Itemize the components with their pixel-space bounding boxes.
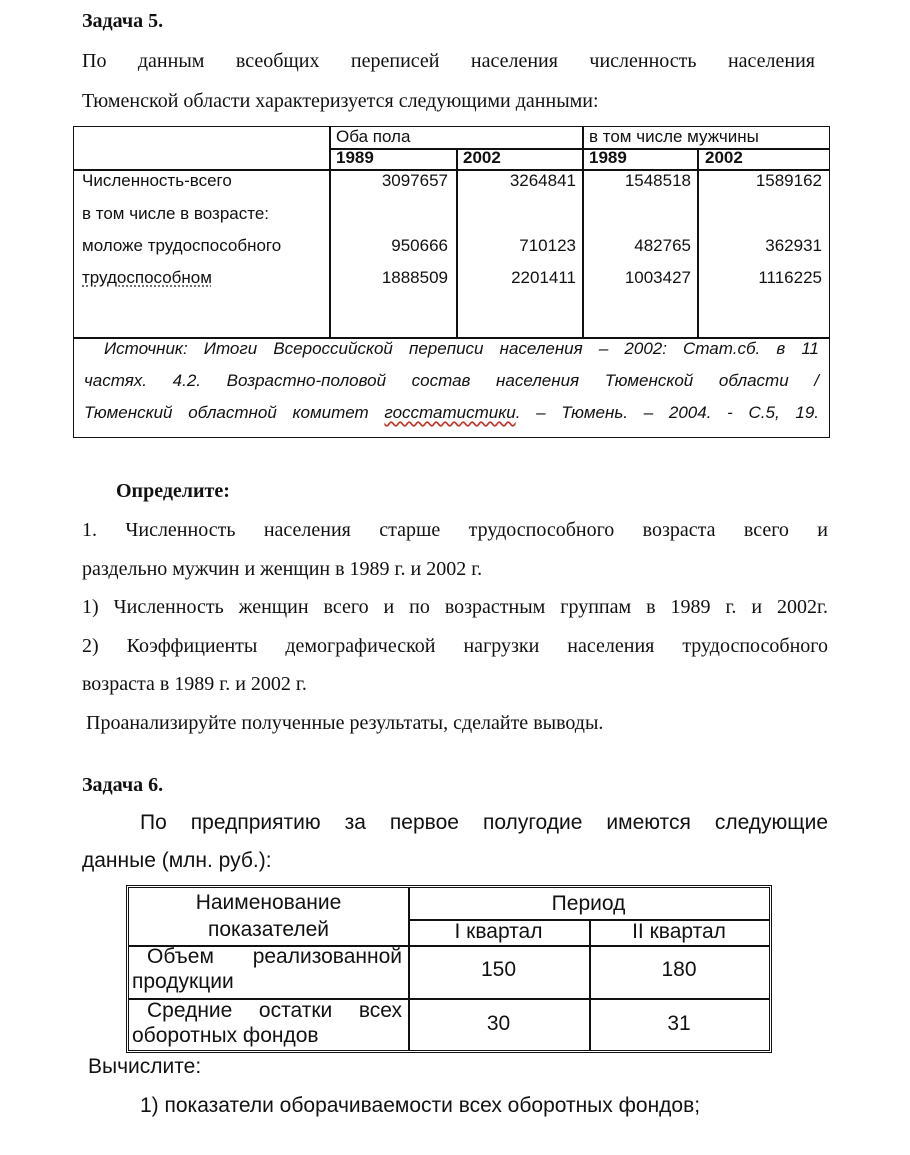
cell-value: 362931 (765, 236, 822, 255)
header-year: 1989 (336, 148, 374, 167)
row1-label-line2: продукции (132, 970, 234, 993)
item3-line2: возраста в 1989 г. и 2002 г. (82, 673, 307, 695)
row-label-under-working-age: моложе трудоспособного (82, 236, 282, 255)
item1-line2: раздельно мужчин и женщин в 1989 г. и 2002 г. (82, 558, 483, 580)
header-men: в том числе мужчины (589, 127, 759, 146)
cell-value: 1548518 (624, 171, 691, 190)
row2-q2-value: 31 (667, 1012, 691, 1035)
header-period: Период (551, 892, 626, 915)
row-label-total: Численность-всего (82, 171, 232, 190)
header-year: 2002 (463, 148, 501, 167)
row2-q1-value: 30 (486, 1012, 511, 1035)
task5-intro-line2: Тюменской области характеризуется следующими данными: (82, 90, 599, 112)
row2-label-line2: оборотных фондов (132, 1024, 319, 1047)
source-line2: частях. 4.2. Возрастно-половой состав населения Тюменской области / (84, 371, 819, 390)
item2: 1) Численность женщин всего и по возрастным группам в 1989 г. и 2002г. (82, 596, 828, 618)
row1-q2-value: 180 (661, 958, 697, 981)
determine-heading: Определите: (116, 480, 230, 502)
header-q2: II квартал (632, 920, 726, 943)
row-label-including: в том числе в возрасте: (82, 204, 269, 223)
cell-value: 3097657 (381, 171, 448, 190)
header-year: 1989 (589, 148, 627, 167)
item1-line1: 1. Численность населения старше трудоспособного возраста всего и (82, 519, 828, 541)
header-indicator-line1: Наименование (195, 891, 342, 914)
row-label-working-age: трудоспособном (82, 268, 212, 287)
item3-line1: 2) Коэффициенты демографической нагрузки населения трудоспособного (82, 635, 828, 657)
cell-value: 1888509 (381, 268, 448, 287)
cell-value: 1116225 (758, 268, 822, 287)
source-line1: Источник: Итоги Всероссийской переписи населения – 2002: Стат.сб. в 11 (104, 339, 819, 358)
header-q1: I квартал (454, 920, 543, 943)
row2-label-line1: Средние остатки всех (147, 999, 402, 1022)
cell-value: 710123 (519, 236, 576, 255)
analyze-instruction: Проанализируйте полученные результаты, сделайте выводы. (86, 712, 604, 734)
cell-value: 2201411 (511, 268, 576, 287)
turnover-table (126, 885, 772, 1053)
header-year: 2002 (705, 148, 743, 167)
task5-intro-line1: По данным всеобщих переписей населения численность населения (82, 50, 815, 72)
header-both-sexes: Оба пола (336, 127, 411, 146)
header-indicator-line2: показателей (207, 918, 330, 941)
compute-heading: Вычислите: (88, 1055, 202, 1078)
task5-title: Задача 5. (82, 10, 164, 32)
census-table (73, 126, 830, 438)
cell-value: 950666 (391, 236, 448, 255)
source-line3: Тюменский областной комитет госстатистики. – Тюмень. – 2004. - С.5, 19. (84, 403, 819, 422)
cell-value: 1589162 (755, 171, 822, 190)
compute-item1: 1) показатели оборачиваемости всех оборотных фондов; (140, 1094, 701, 1117)
task6-intro-line1: По предприятию за первое полугодие имеются следующие (140, 811, 828, 834)
task6-intro-line2: данные (млн. руб.): (82, 849, 272, 872)
task6-title: Задача 6. (82, 774, 164, 796)
cell-value: 482765 (634, 236, 691, 255)
row1-q1-value: 150 (480, 958, 517, 981)
row1-label-line1: Объем реализованной (147, 945, 402, 968)
cell-value: 1003427 (624, 268, 691, 287)
cell-value: 3264841 (509, 171, 576, 190)
